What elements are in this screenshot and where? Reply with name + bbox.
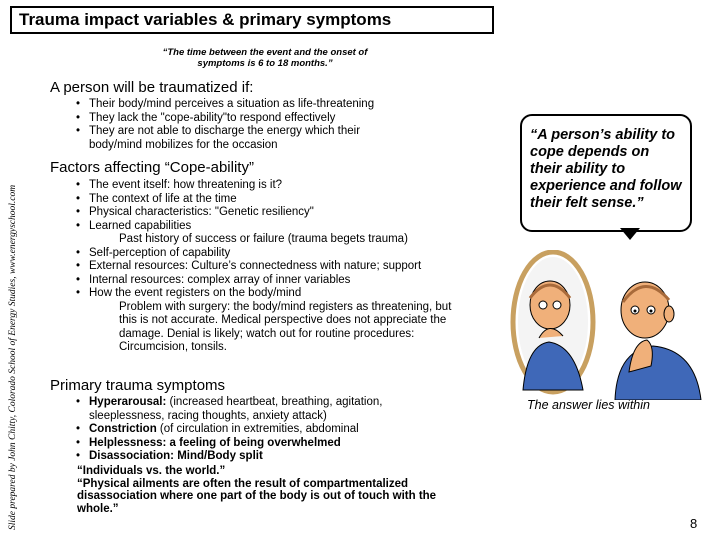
- list-item: [76, 423, 456, 437]
- list-item: • The context of life at the time: [76, 193, 456, 207]
- page-number: 8: [690, 516, 698, 531]
- list-item: [76, 450, 456, 464]
- list-item: • How the event registers on the body/mind: [76, 287, 456, 301]
- callout-pointer: [620, 228, 640, 240]
- list-item: • The event itself: how threatening is it?: [76, 179, 456, 193]
- list-subitem: Past history of success or failure (trauma begets trauma): [119, 233, 408, 245]
- symptom-label: Constriction: [89, 423, 157, 435]
- symptom-label: Helplessness: a feeling of being overwhelmed: [89, 436, 341, 449]
- symptom-detail: (of circulation in extremities, abdominal: [156, 423, 359, 435]
- primary-symptoms-list: [76, 396, 456, 464]
- list-item: • They lack the "cope-ability"to respond effectively: [76, 112, 416, 126]
- mirror-man-illustration: [505, 250, 705, 400]
- list-item: • Internal resources: complex array of inner variables: [76, 274, 456, 288]
- list-subitem: Problem with surgery: the body/mind registers as threatening, but this is not accurate. Medical perspective does not appreciate the damage. Denial is likely; watch out for routine procedures: Circumcision, tonsils.: [119, 300, 452, 353]
- list-item: • External resources: Culture’s connectedness with nature; support: [76, 260, 456, 274]
- list-item: • Self-perception of capability: [76, 247, 456, 261]
- primary-symptoms-heading: Primary trauma symptoms: [50, 377, 226, 394]
- list-item: [76, 396, 456, 423]
- list-item: • Learned capabilities: [76, 220, 456, 234]
- symptom-detail: (increased heartbeat, breathing, agitation, sleeplessness, racing thoughts, anxiety attack): [89, 396, 383, 422]
- side-credit: Slide prepared by John Chitty, Colorado School of Energy Studies, www.energyschool.com: [8, 184, 18, 530]
- list-item: [76, 437, 456, 451]
- cope-callout-box: [520, 114, 692, 232]
- list-item: • Their body/mind perceives a situation as life-threatening: [76, 98, 416, 112]
- traumatized-list: [76, 98, 416, 152]
- cope-ability-list: [76, 179, 456, 355]
- ailments-line: “Physical ailments are often the result of compartmentalized disassociation where one part of the body is out of touch with the whole.”: [77, 477, 437, 515]
- onset-quote: “The time between the event and the onset of symptoms is 6 to 18 months.”: [162, 47, 368, 69]
- list-item: • Physical characteristics: "Genetic resiliency": [76, 206, 456, 220]
- callout-text: “A person’s ability to cope depends on their ability to experience and follow their felt sense.”: [530, 127, 682, 211]
- image-caption: The answer lies within: [527, 398, 650, 412]
- thinking-man-figure: [615, 282, 701, 400]
- list-item: • They are not able to discharge the energy which their body/mind mobilizes for the occasion: [76, 125, 416, 152]
- individuals-line: “Individuals vs. the world.”: [77, 465, 226, 477]
- title-box: [10, 6, 494, 34]
- traumatized-heading: A person will be traumatized if:: [50, 79, 254, 96]
- page-title: Trauma impact variables & primary symptoms: [19, 10, 392, 29]
- symptom-label: Disassociation: Mind/Body split: [89, 450, 263, 462]
- symptom-label: Hyperarousal:: [89, 396, 167, 408]
- cope-ability-heading: Factors affecting “Cope-ability”: [50, 159, 254, 176]
- closing-quotes: [77, 465, 457, 515]
